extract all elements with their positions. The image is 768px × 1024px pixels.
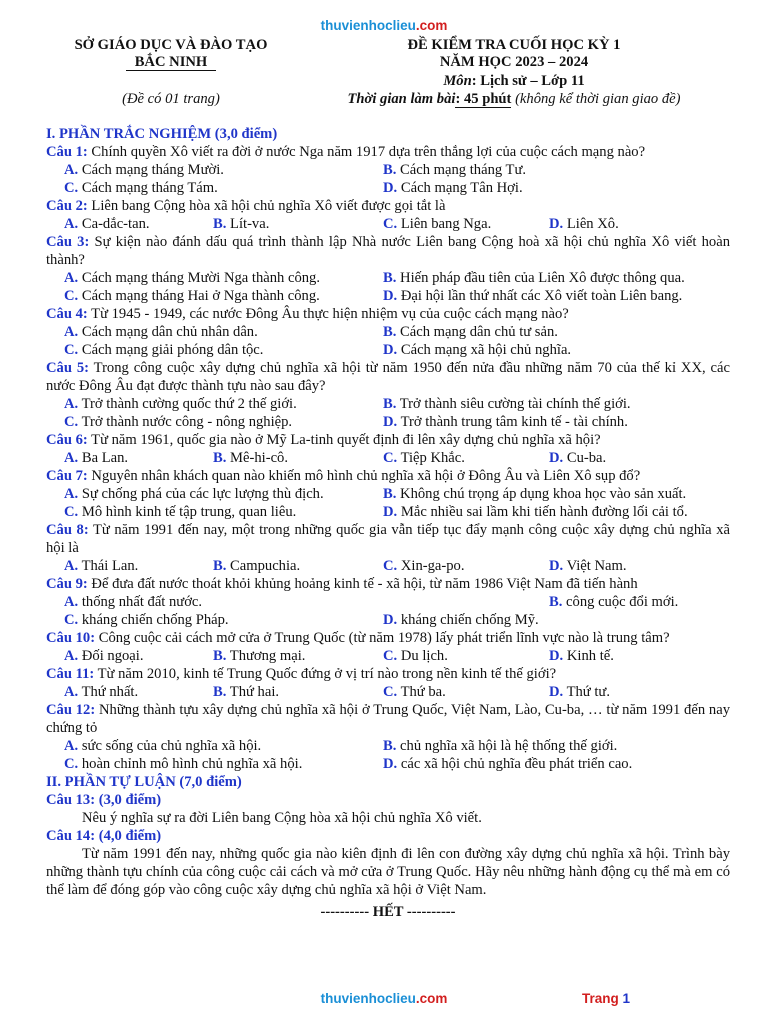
page-footer	[0, 990, 768, 1008]
option-d: D. Liên Xô.	[549, 216, 619, 232]
question-13-label: Câu 13: (3,0 điểm)	[46, 792, 162, 808]
option-c: C. Thứ ba.	[383, 684, 446, 700]
question-1: Câu 1: Chính quyền Xô viết ra đời ở nước Nga năm 1917 dựa trên thắng lợi của cuộc cách mạng nào?	[46, 144, 646, 160]
option-c: C. Cách mạng tháng Tám.	[64, 180, 218, 196]
option-b: B. Không chú trọng áp dụng khoa học vào sản xuất.	[383, 486, 687, 502]
question-6: Câu 6: Từ năm 1961, quốc gia nào ở Mỹ La-tinh quyết định đi lên xây dựng chủ nghĩa xã hội?	[46, 432, 601, 448]
school-year: NĂM HỌC 2023 – 2024	[439, 54, 589, 70]
end-marker: ---------- HẾT ----------	[320, 904, 456, 920]
question-12-options-ab	[46, 737, 730, 755]
question-11-options	[46, 683, 730, 701]
option-b: B. Lít-va.	[213, 216, 270, 232]
option-d: D. Kinh tế.	[549, 648, 614, 664]
province-name: BẮC NINH	[134, 54, 208, 70]
time-value: : 45 phút	[455, 91, 512, 107]
part2-title: II. PHẦN TỰ LUẬN (7,0 điểm)	[46, 774, 242, 790]
site-watermark-bottom: thuvienhoclieu.com	[320, 991, 448, 1006]
subject-label: Môn	[443, 73, 472, 89]
option-a: A. Sự chống phá của các lực lượng thù địch.	[64, 486, 324, 502]
question-3: Câu 3: Sự kiện nào đánh dấu quá trình thành lập Nhà nước Liên bang Cộng hoà xã hội chủ nghĩa Xô viết hoàn thành?	[46, 234, 730, 268]
question-5-options-ab	[46, 395, 730, 413]
question-11: Câu 11: Từ năm 2010, kinh tế Trung Quốc đứng ở vị trí nào trong nền kinh tế thế giới?	[46, 666, 557, 682]
question-10: Câu 10: Công cuộc cải cách mở cửa ở Trung Quốc (từ năm 1978) lấy phát triển lĩnh vực nào là trung tâm?	[46, 630, 670, 646]
question-2: Câu 2: Liên bang Cộng hòa xã hội chủ nghĩa Xô viết được gọi tắt là	[46, 198, 446, 214]
option-c: C. Xin-ga-po.	[383, 558, 465, 574]
question-8: Câu 8: Từ năm 1991 đến nay, một trong những quốc gia vẫn tiếp tục đẩy mạnh công cuộc xây dựng chủ nghĩa xã hội là	[46, 522, 730, 556]
question-12-options-cd	[46, 755, 730, 773]
question-4-options-cd	[46, 341, 730, 359]
option-c: C. hoàn chỉnh mô hình chủ nghĩa xã hội.	[64, 756, 303, 772]
option-b: B. Campuchia.	[213, 558, 301, 574]
exam-header	[46, 36, 730, 110]
option-c: C. kháng chiến chống Pháp.	[64, 612, 229, 628]
option-c: C. Mô hình kinh tế tập trung, quan liêu.	[64, 504, 297, 520]
part1-title: I. PHẦN TRẮC NGHIỆM (3,0 điểm)	[46, 126, 278, 142]
page-number: Trang 1	[582, 991, 631, 1006]
option-d: D. Mắc nhiều sai lầm khi tiến hành đường lối cải tổ.	[383, 504, 688, 520]
option-d: D. kháng chiến chống Mỹ.	[383, 612, 539, 628]
site-watermark-top	[0, 17, 768, 35]
option-a: A. Cách mạng tháng Mười Nga thành công.	[64, 270, 320, 286]
option-b: B. Trở thành siêu cường tài chính thế giới.	[383, 396, 631, 412]
question-13-text: Nêu ý nghĩa sự ra đời Liên bang Cộng hòa xã hội chủ nghĩa Xô viết.	[82, 810, 482, 826]
option-b: B. công cuộc đổi mới.	[549, 594, 679, 610]
option-b: B. Cách mạng dân chủ tư sản.	[383, 324, 558, 340]
option-a: A. Thứ nhất.	[64, 684, 139, 700]
option-c: C. Liên bang Nga.	[383, 216, 492, 232]
option-d: D. Cách mạng Tân Hợi.	[383, 180, 523, 196]
option-a: A. Thái Lan.	[64, 558, 139, 574]
department-name: SỞ GIÁO DỤC VÀ ĐÀO TẠO	[74, 37, 268, 53]
option-a: A. sức sống của chủ nghĩa xã hội.	[64, 738, 262, 754]
exam-body	[46, 125, 730, 921]
option-b: B. Hiến pháp đầu tiên của Liên Xô được thông qua.	[383, 270, 685, 286]
option-d: D. Thứ tư.	[549, 684, 610, 700]
time-note: (không kể thời gian giao đề)	[511, 91, 681, 107]
header-divider	[126, 70, 216, 71]
option-c: C. Du lịch.	[383, 648, 448, 664]
option-b: B. Thứ hai.	[213, 684, 280, 700]
question-9-options-ab	[46, 593, 730, 611]
subject-value: : Lịch sử – Lớp 11	[471, 73, 585, 89]
option-a: A. Cách mạng tháng Mười.	[64, 162, 224, 178]
option-d: D. các xã hội chủ nghĩa đều phát triển cao.	[383, 756, 633, 772]
question-5-options-cd	[46, 413, 730, 431]
question-8-options	[46, 557, 730, 575]
option-c: C. Trở thành nước công - nông nghiệp.	[64, 414, 293, 430]
question-9: Câu 9: Để đưa đất nước thoát khỏi khủng hoảng kinh tế - xã hội, từ năm 1986 Việt Nam đã tiến hành	[46, 576, 638, 592]
question-14-label: Câu 14: (4,0 điểm)	[46, 828, 162, 844]
option-c: C. Cách mạng tháng Hai ở Nga thành công.	[64, 288, 320, 304]
question-3-options-cd	[46, 287, 730, 305]
option-a: A. Ba Lan.	[64, 450, 129, 466]
exam-title: ĐỀ KIỂM TRA CUỐI HỌC KỲ 1	[407, 37, 621, 53]
question-1-options-cd	[46, 179, 730, 197]
question-7-options-ab	[46, 485, 730, 503]
question-4-options-ab	[46, 323, 730, 341]
question-9-options-cd	[46, 611, 730, 629]
question-5: Câu 5: Trong công cuộc xây dựng chủ nghĩa xã hội từ năm 1950 đến nửa đầu những năm 70 của thế kỉ XX, các nước Đông Âu đạt được thành tựu nào sau đây?	[46, 360, 730, 394]
question-7-options-cd	[46, 503, 730, 521]
question-1-options-ab	[46, 161, 730, 179]
option-a: A. Đối ngoại.	[64, 648, 144, 664]
option-d: D. Cách mạng xã hội chủ nghĩa.	[383, 342, 572, 358]
option-d: D. Cu-ba.	[549, 450, 607, 466]
option-d: D. Trở thành trung tâm kinh tế - tài chính.	[383, 414, 628, 430]
option-b: B. Cách mạng tháng Tư.	[383, 162, 527, 178]
question-4: Câu 4: Từ 1945 - 1949, các nước Đông Âu thực hiện nhiệm vụ của cuộc cách mạng nào?	[46, 306, 569, 322]
question-12: Câu 12: Những thành tựu xây dựng chủ nghĩa xã hội ở Trung Quốc, Việt Nam, Lào, Cu-ba, … từ năm 1991 đến nay chứng tỏ	[46, 702, 730, 736]
option-a: A. Ca-dắc-tan.	[64, 216, 150, 232]
option-b: B. Thương mại.	[213, 648, 306, 664]
option-c: C. Tiệp Khắc.	[383, 450, 465, 466]
question-3-options-ab	[46, 269, 730, 287]
question-14-text: Từ năm 1991 đến nay, những quốc gia nào kiên định đi lên con đường xây dựng chủ nghĩa xã hội. Trình bày những thành tựu chính của công cuộc cải cách và mở cửa ở Trung Quốc. Hãy nêu những hành động cụ thể mà em có thể làm để đóng góp vào công cuộc xây dựng chủ nghĩa xã hội ở Việt Nam.	[46, 846, 730, 898]
question-2-options	[46, 215, 730, 233]
question-6-options	[46, 449, 730, 467]
option-c: C. Cách mạng giải phóng dân tộc.	[64, 342, 264, 358]
option-a: A. thống nhất đất nước.	[64, 594, 203, 610]
option-d: D. Đại hội lần thứ nhất các Xô viết toàn Liên bang.	[383, 288, 683, 304]
site-domain: .com	[415, 18, 448, 33]
option-b: B. Mê-hi-cô.	[213, 450, 288, 466]
pages-note: (Đề có 01 trang)	[122, 91, 220, 107]
time-line	[294, 90, 734, 108]
site-name: thuvienhoclieu	[320, 18, 416, 33]
time-label: Thời gian làm bài	[347, 91, 456, 107]
question-7: Câu 7: Nguyên nhân khách quan nào khiến mô hình chủ nghĩa xã hội ở Đông Âu và Liên Xô sụp đổ?	[46, 468, 641, 484]
option-b: B. chủ nghĩa xã hội là hệ thống thế giới.	[383, 738, 618, 754]
option-d: D. Việt Nam.	[549, 558, 627, 574]
subject-line	[294, 72, 734, 90]
option-a: A. Cách mạng dân chủ nhân dân.	[64, 324, 258, 340]
option-a: A. Trở thành cường quốc thứ 2 thế giới.	[64, 396, 297, 412]
question-10-options	[46, 647, 730, 665]
